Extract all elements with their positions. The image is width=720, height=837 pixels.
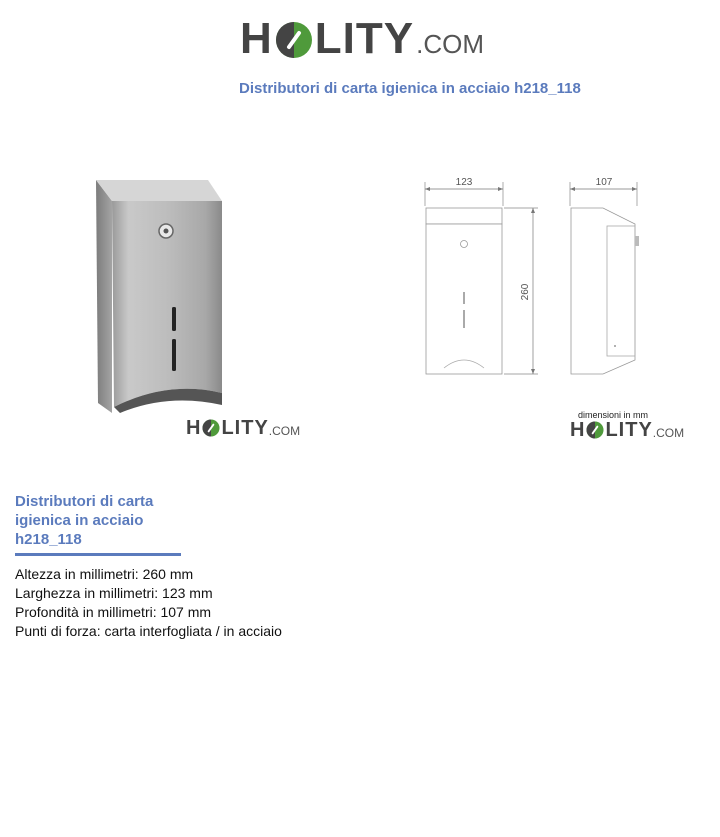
front-view-drawing	[418, 170, 553, 385]
spec-height: Altezza in millimetri: 260 mm	[15, 566, 194, 582]
spec-depth: Profondità in millimetri: 107 mm	[15, 604, 212, 620]
logo-text-h: H	[570, 418, 586, 441]
logo-o-icon	[586, 421, 604, 439]
spec-strengths: Punti di forza: carta interfogliata / in acciaio	[15, 623, 282, 639]
logo-text-lity: LITY	[314, 14, 415, 63]
product-photo	[90, 175, 230, 420]
logo-text-com: .COM	[652, 425, 685, 440]
product-heading: Distributori di carta igienica in acciaio h218_118	[15, 493, 154, 548]
dimensions-note: dimensioni in mm	[578, 410, 649, 420]
holity-logo-small	[186, 416, 300, 440]
logo-text-com: .COM	[416, 28, 484, 59]
holity-logo-small	[570, 418, 684, 442]
logo-text-lity: LITY	[221, 416, 269, 439]
heading-divider	[15, 553, 181, 556]
page-title: Distributori di carta igienica in acciaio h218_118	[239, 80, 581, 97]
logo-o-icon	[202, 419, 220, 437]
logo-text-lity: LITY	[605, 418, 653, 441]
holity-logo[interactable]	[240, 14, 484, 64]
height-dimension: 260	[520, 283, 531, 301]
side-view-drawing	[563, 170, 648, 385]
width-dimension: 123	[455, 177, 473, 188]
logo-text-h: H	[240, 14, 273, 63]
logo-text-h: H	[186, 416, 202, 439]
logo-text-com: .COM	[268, 423, 301, 438]
depth-dimension: 107	[595, 177, 613, 188]
spec-width: Larghezza in millimetri: 123 mm	[15, 585, 213, 601]
logo-o-icon	[275, 20, 313, 58]
spec-list	[15, 565, 282, 641]
